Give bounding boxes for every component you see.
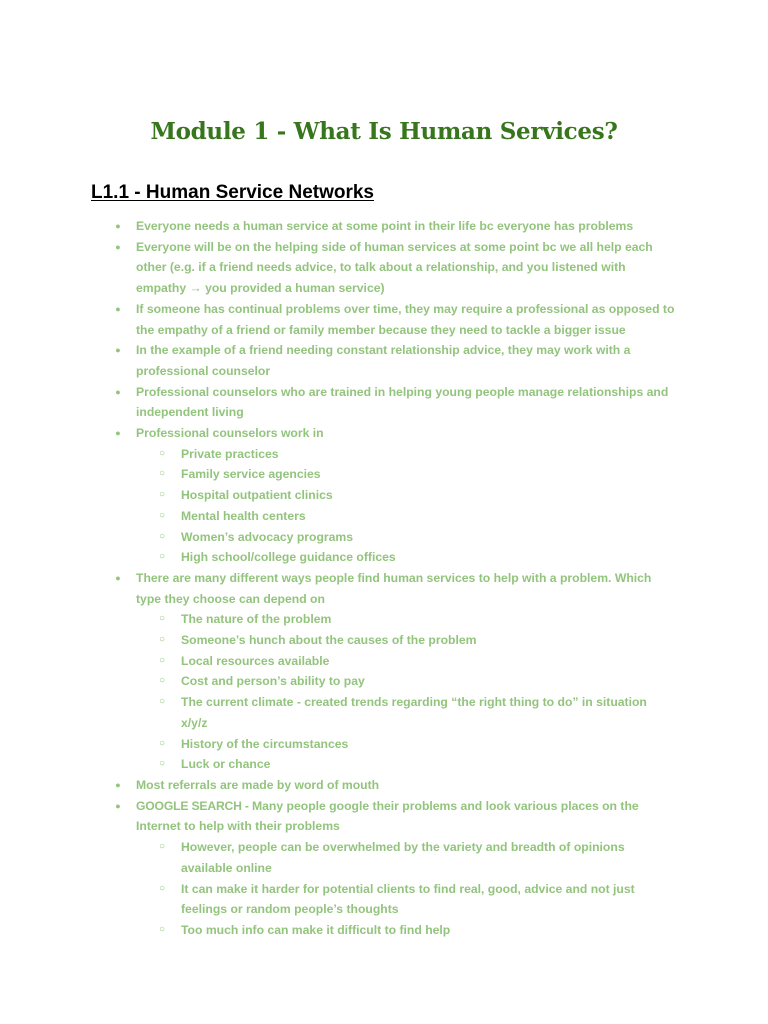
list-item-text: Many people google their problems and look various places on the Internet to help with their problems bbox=[136, 798, 639, 834]
list-item-text: In the example of a friend needing constant relationship advice, they may work with a professional counselor bbox=[136, 343, 631, 378]
list-item-text: Professional counselors who are trained in helping young people manage relationships and independent living bbox=[136, 384, 669, 420]
sub-list-item bbox=[0, 837, 676, 878]
hollow-bullet-icon: ○ bbox=[158, 489, 166, 501]
hollow-bullet-icon: ○ bbox=[158, 882, 166, 894]
list-item bbox=[0, 796, 676, 837]
list-item bbox=[0, 382, 676, 423]
hollow-bullet-icon: ○ bbox=[158, 675, 166, 687]
sub-list-item bbox=[0, 444, 676, 465]
list-item-text: Someone’s hunch about the causes of the problem bbox=[181, 633, 477, 648]
sub-list-item bbox=[0, 651, 676, 672]
sub-list-item bbox=[0, 692, 676, 733]
section-heading: L1.1 - Human Service Networks bbox=[91, 182, 374, 203]
hollow-bullet-icon: ○ bbox=[158, 447, 166, 459]
hollow-bullet-icon: ○ bbox=[158, 737, 166, 749]
page-title: Module 1 - What Is Human Services? bbox=[150, 118, 618, 145]
sub-list-item bbox=[0, 464, 676, 485]
hollow-bullet-icon: ○ bbox=[158, 841, 166, 853]
hollow-bullet-icon: ○ bbox=[158, 654, 166, 666]
hollow-bullet-icon: ○ bbox=[158, 758, 166, 770]
list-item-text: The current climate - created trends regarding “the right thing to do” in situation x/y/z bbox=[181, 695, 647, 730]
list-item-text: Most referrals are made by word of mouth bbox=[136, 777, 380, 792]
hollow-bullet-icon: ○ bbox=[158, 530, 166, 542]
bullet-icon: ● bbox=[115, 428, 121, 439]
sub-list-item bbox=[0, 547, 676, 568]
hollow-bullet-icon: ○ bbox=[158, 696, 166, 708]
sub-list-item bbox=[0, 485, 676, 506]
list-item bbox=[0, 423, 676, 444]
sub-list-item bbox=[0, 754, 676, 775]
list-item-text: It can make it harder for potential clients to find real, good, advice and not just feelings or random people’s thoughts bbox=[181, 881, 635, 917]
list-item-text: There are many different ways people find human services to help with a problem. Which type they choose can depend on bbox=[136, 570, 652, 606]
list-item-text: Professional counselors work in bbox=[136, 426, 324, 441]
list-item bbox=[0, 237, 676, 299]
list-item-text: Private practices bbox=[181, 446, 279, 461]
bullet-icon: ● bbox=[115, 345, 121, 356]
bullet-icon: ● bbox=[115, 221, 121, 231]
list-item-text: Cost and person’s ability to pay bbox=[181, 674, 365, 689]
sub-list-item bbox=[0, 734, 676, 755]
hollow-bullet-icon: ○ bbox=[158, 923, 166, 935]
bullet-icon: ● bbox=[115, 241, 121, 252]
sub-list-item bbox=[0, 609, 676, 630]
sub-list-item bbox=[0, 671, 676, 692]
sub-list-item bbox=[0, 506, 676, 527]
list-item-text: Mental health centers bbox=[181, 508, 306, 523]
list-item-text: Family service agencies bbox=[181, 467, 321, 482]
bullet-icon: ● bbox=[115, 572, 121, 583]
list-item-text: If someone has continual problems over time, they may require a professional as opposed to the empathy of a friend or family member because they need to tackle a bigger issue bbox=[136, 301, 675, 337]
list-item-text: Everyone needs a human service at some point in their life bc everyone has problems bbox=[136, 219, 634, 233]
list-item-text: Local resources available bbox=[181, 653, 330, 668]
sub-list-item bbox=[0, 920, 676, 941]
hollow-bullet-icon: ○ bbox=[158, 551, 166, 563]
list-item bbox=[0, 216, 676, 237]
list-item bbox=[0, 340, 676, 381]
list-item bbox=[0, 775, 676, 796]
hollow-bullet-icon: ○ bbox=[158, 509, 166, 521]
list-item-text: Everyone will be on the helping side of human services at some point bc we all help each other (e.g. if a friend needs advice, to talk about a relationship, and you listened with empathy → you provided a human service) bbox=[136, 239, 653, 296]
bullet-icon: ● bbox=[115, 800, 121, 811]
sub-list-item bbox=[0, 527, 676, 548]
list-item bbox=[0, 299, 676, 340]
bullet-icon: ● bbox=[115, 303, 121, 314]
list-item-text: History of the circumstances bbox=[181, 736, 349, 751]
hollow-bullet-icon: ○ bbox=[158, 613, 166, 625]
list-item-text: Women’s advocacy programs bbox=[181, 529, 354, 544]
bullet-icon: ● bbox=[115, 779, 121, 790]
list-item-text: Luck or chance bbox=[181, 757, 271, 772]
list-item bbox=[0, 568, 676, 609]
list-item-text: High school/college guidance offices bbox=[181, 550, 396, 565]
hollow-bullet-icon: ○ bbox=[158, 468, 166, 480]
list-item-text: The nature of the problem bbox=[181, 612, 332, 627]
list-item-text: However, people can be overwhelmed by the variety and breadth of opinions available online bbox=[181, 840, 625, 875]
list-item-lead: GOOGLE SEARCH - bbox=[136, 798, 252, 813]
list-item-text: Too much info can make it difficult to find help bbox=[181, 922, 451, 937]
hollow-bullet-icon: ○ bbox=[158, 634, 166, 646]
bullet-icon: ● bbox=[115, 386, 121, 397]
sub-list-item bbox=[0, 630, 676, 651]
list-item-text: Hospital outpatient clinics bbox=[181, 488, 333, 503]
notes-list bbox=[0, 216, 768, 941]
sub-list-item bbox=[0, 879, 676, 920]
